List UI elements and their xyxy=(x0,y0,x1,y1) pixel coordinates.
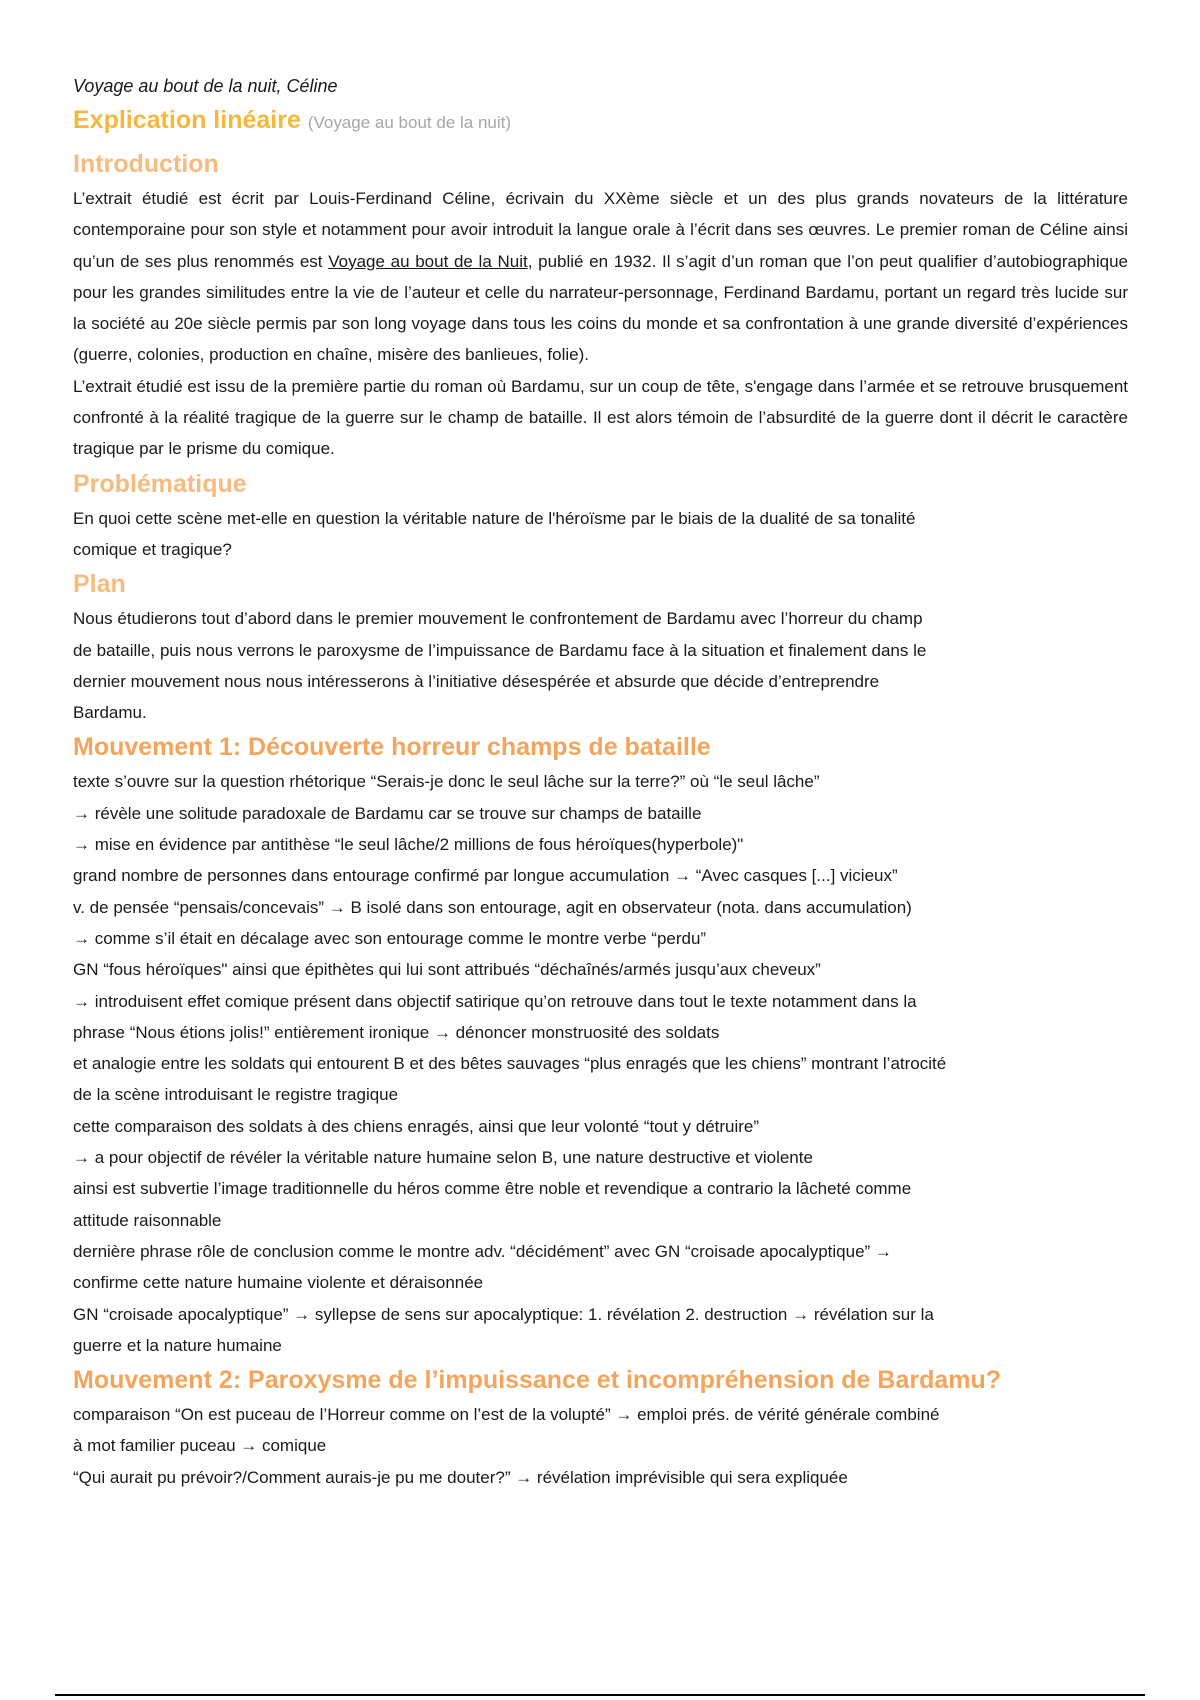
problematique-line: comique et tragique? xyxy=(73,539,232,559)
plan-heading: Plan xyxy=(73,570,126,599)
book-title: Voyage au bout de la Nuit xyxy=(328,251,528,271)
document-title: Voyage au bout de la nuit, Céline xyxy=(73,76,338,96)
note-line: dernière phrase rôle de conclusion comme le montre adv. “décidément” avec GN “croisade apocalyptique” → xyxy=(73,1241,892,1261)
note-line: phrase “Nous étions jolis!” entièrement ironique → dénoncer monstruosité des soldats xyxy=(73,1022,720,1042)
note-line: v. de pensée “pensais/concevais” → B isolé dans son entourage, agit en observateur (nota. dans accumulation) xyxy=(73,897,912,917)
plan-line: Bardamu. xyxy=(73,703,147,723)
note-line: → comme s’il était en décalage avec son entourage comme le montre verbe “perdu” xyxy=(73,928,707,948)
plan-line: Nous étudierons tout d’abord dans le premier mouvement le confrontement de Bardamu avec l’horreur du champ xyxy=(73,609,923,629)
introduction-paragraph-2: L’extrait étudié est issu de la première partie du roman où Bardamu, sur un coup de tête, s'engage dans l’armée et se retrouve brusquement confronté à la réalité tragique de la guerre sur le champ de bataille. Il est alors témoin de l’absurdité de la guerre dont il décrit le caractère tragique par le prisme du comique. xyxy=(73,376,1128,459)
mouvement-2-heading: Mouvement 2: Paroxysme de l’impuissance et incompréhension de Bardamu? xyxy=(73,1366,1002,1395)
note-line: ainsi est subvertie l’image traditionnelle du héros comme être noble et revendique a contrario la lâcheté comme xyxy=(73,1179,912,1199)
note-line: comparaison “On est puceau de l’Horreur comme on l’est de la volupté” → emploi prés. de vérité générale combiné xyxy=(73,1405,940,1425)
introduction-heading: Introduction xyxy=(73,150,219,178)
note-line: GN “croisade apocalyptique” → syllepse de sens sur apocalyptique: 1. révélation 2. destruction → révélation sur la xyxy=(73,1304,934,1324)
problematique-line: En quoi cette scène met-elle en question la véritable nature de l'héroïsme par le biais de la dualité de sa tonalité xyxy=(73,508,916,528)
problematique-text xyxy=(73,503,1128,566)
plan-line: de bataille, puis nous verrons le paroxysme de l’impuissance de Bardamu face à la situation et finalement dans le xyxy=(73,640,927,660)
note-line: de la scène introduisant le registre tragique xyxy=(73,1085,399,1105)
main-heading-title: Explication linéaire xyxy=(73,106,301,134)
note-line: → révèle une solitude paradoxale de Bardamu car se trouve sur champs de bataille xyxy=(73,803,702,823)
note-line: et analogie entre les soldats qui entourent B et des bêtes sauvages “plus enragés que les chiens” montrant l’atrocité xyxy=(73,1054,947,1074)
plan-text xyxy=(73,603,1128,728)
document-page xyxy=(73,72,1128,1493)
note-line: GN “fous héroïques" ainsi que épithètes qui lui sont attribués “déchaînés/armés jusqu’aux cheveux” xyxy=(73,960,821,980)
note-line: “Qui aurait pu prévoir?/Comment aurais-je pu me douter?” → révélation imprévisible qui sera expliquée xyxy=(73,1467,848,1487)
mouvement-1-heading: Mouvement 1: Découverte horreur champs de bataille xyxy=(73,733,711,762)
note-line: cette comparaison des soldats à des chiens enragés, ainsi que leur volonté “tout y détruire” xyxy=(73,1116,760,1136)
note-line: → a pour objectif de révéler la véritable nature humaine selon B, une nature destructive et violente xyxy=(73,1148,813,1168)
mouvement-2-notes xyxy=(73,1399,1128,1493)
footer-rule xyxy=(55,1694,1145,1696)
note-line: confirme cette nature humaine violente et déraisonnée xyxy=(73,1273,484,1293)
intro-text-rest: , publié en 1932. Il s’agit d’un roman que l’on peut qualifier d’autobiographique pour les grandes similitudes entre la vie de l’auteur et celle du narrateur-personnage, Ferdinand Bardamu, portant un regard très lucide sur la société au 20e siècle permis par son long voyage dans tous les coins du monde et sa confrontation à une grande diversité d’expériences (guerre, colonies, production en chaîne, misère des banlieues, folie). xyxy=(73,251,1129,365)
plan-line: dernier mouvement nous nous intéresserons à l’initiative désespérée et absurde que décide d’entreprendre xyxy=(73,671,880,691)
note-line: grand nombre de personnes dans entourage confirmé par longue accumulation → “Avec casques [...] vicieux” xyxy=(73,866,898,886)
problematique-heading: Problématique xyxy=(73,469,247,498)
note-line: texte s’ouvre sur la question rhétorique “Serais-je donc le seul lâche sur la terre?” où “le seul lâche” xyxy=(73,772,820,792)
note-line: à mot familier puceau → comique xyxy=(73,1436,327,1456)
note-line: guerre et la nature humaine xyxy=(73,1335,282,1355)
note-line: → introduisent effet comique présent dans objectif satirique qu’on retrouve dans tout le texte notamment dans la xyxy=(73,991,917,1011)
note-line: → mise en évidence par antithèse “le seul lâche/2 millions de fous héroïques(hyperbole)" xyxy=(73,835,744,855)
mouvement-1-notes xyxy=(73,766,1128,1361)
note-line: attitude raisonnable xyxy=(73,1210,222,1230)
main-heading-subtitle: (Voyage au bout de la nuit) xyxy=(307,113,512,132)
main-heading xyxy=(73,102,1128,141)
intro-text-start: L’extrait étudié est écrit par Louis-Ferdinand Céline, écrivain du XXème siècle et un des plus grands novateurs de la littérature contemporaine pour son style et notamment pour avoir introduit la langue orale à l’écrit dans ses œuvres. Le premier roman de Céline ainsi qu’un de ses plus renommés est xyxy=(73,189,1128,271)
introduction-paragraph-1 xyxy=(73,183,1128,371)
